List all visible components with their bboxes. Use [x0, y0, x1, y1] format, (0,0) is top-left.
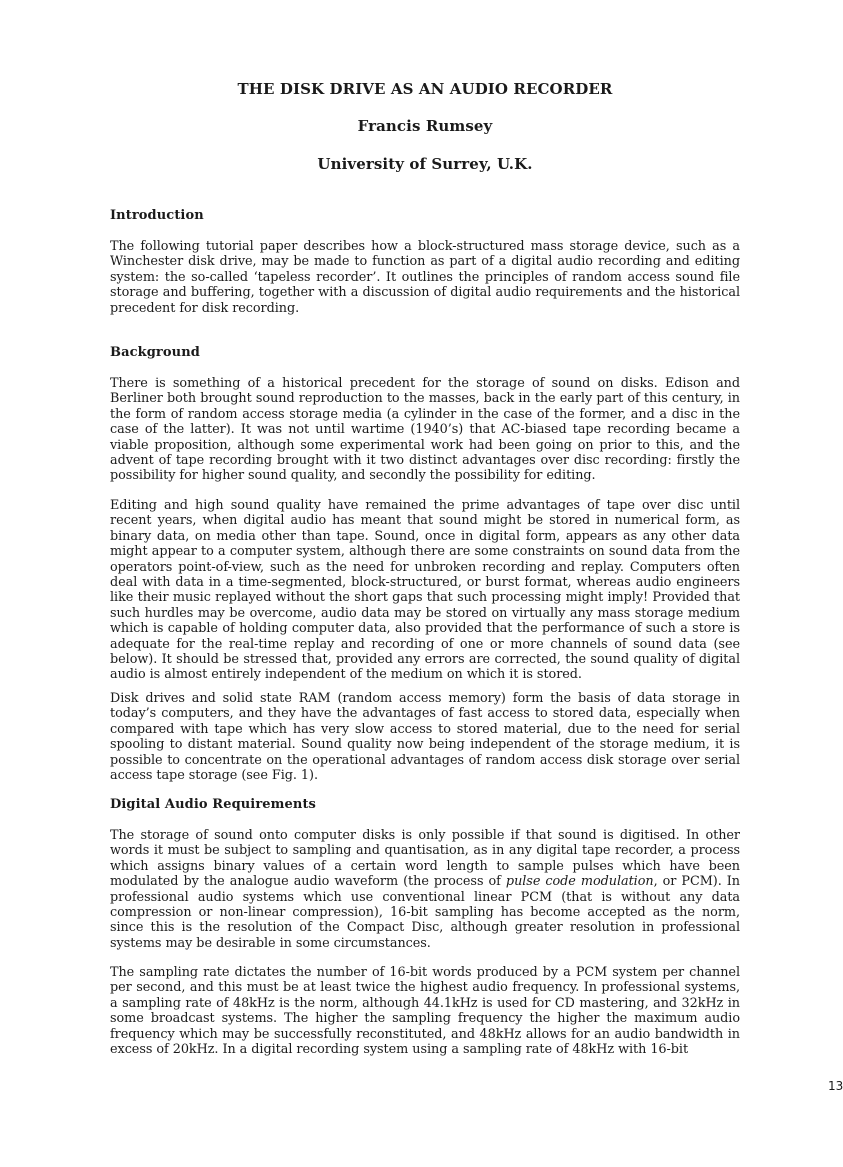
- paper-author: Francis Rumsey: [357, 117, 493, 135]
- section-heading-introduction: Introduction: [110, 208, 204, 223]
- paragraph-text-part: , or PCM). In professional audio systems which use conventional linear PCM (that is without any data compression or non-linear compression), 16-bit sampling has become accepted as the norm, since this is the resolution of the Compact Disc, although greater resolution in professional systems may be desirable in some circumstances.: [110, 874, 741, 951]
- paragraph-background-1: There is something of a historical precedent for the storage of sound on disks. Edison and Berliner both brought sound reproduction to the masses, back in the early part of this century, in the form of random access storage media (a cylinder in the case of the former, and a disc in the case of the latter). It was not until wartime (1940’s) that AC-biased tape recording became a viable proposition, although some experimental work had been going on prior to this, and the advent of tape recording brought with it two distinct advantages over disc recording: firstly the possibility for higher sound quality, and secondly the possibility for editing.: [110, 376, 740, 484]
- section-heading-background: Background: [110, 345, 200, 360]
- paragraph-background-3: Disk drives and solid state RAM (random access memory) form the basis of data storage in today’s computers, and they have the advantages of fast access to stored data, especially when compared with tape which has very slow access to stored material, due to the need for serial spooling to distant material. Sound quality now being independent of the storage medium, it is possible to concentrate on the operational advantages of random access disk storage over serial access tape storage (see Fig. 1).: [110, 691, 740, 784]
- paragraph-text-part: The storage of sound onto computer disks is only possible if that sound is digitised. In other words it must be subject to sampling and quantisation, as in any digital tape recorder, a process which assigns binary values of a certain word length to sample pulses which have been modulated by the analogue audio waveform (the process of: [110, 828, 740, 890]
- section-heading-digital-audio: Digital Audio Requirements: [110, 797, 316, 812]
- paper-title: THE DISK DRIVE AS AN AUDIO RECORDER: [237, 80, 613, 98]
- paper-affiliation: University of Surrey, U.K.: [317, 155, 533, 173]
- paragraph-introduction: The following tutorial paper describes how a block-structured mass storage device, such as a Winchester disk drive, may be made to function as part of a digital audio recording and editing system: the so-called ‘tapeless recorder’. It outlines the principles of random access sound file storage and buffering, together with a discussion of digital audio requirements and the historical precedent for disk recording.: [110, 239, 740, 316]
- paragraph-background-2: Editing and high sound quality have remained the prime advantages of tape over disc until recent years, when digital audio has meant that sound might be stored in numerical form, as binary data, on media other than tape. Sound, once in digital form, appears as any other data might appear to a computer system, although there are some constraints on sound data from the operators point-of-view, such as the need for unbroken recording and replay. Computers often deal with data in a time-segmented, block-structured, or burst format, whereas audio engineers like their music replayed without the short gaps that such processing might imply! Provided that such hurdles may be overcome, audio data may be stored on virtually any mass storage medium which is capable of holding computer data, also provided that the performance of such a store is adequate for the real-time replay and recording of one or more channels of sound data (see below). It should be stressed that, provided any errors are corrected, the sound quality of digital audio is almost entirely independent of the medium on which it is stored.: [110, 498, 740, 683]
- page-number: 13: [828, 1079, 843, 1093]
- paragraph-digital-audio-1: [110, 828, 740, 951]
- emphasis-term: pulse code modulation: [505, 874, 654, 890]
- paragraph-digital-audio-2: The sampling rate dictates the number of 16-bit words produced by a PCM system per channel per second, and this must be at least twice the highest audio frequency. In professional systems, a sampling rate of 48kHz is the norm, although 44.1kHz is used for CD mastering, and 32kHz in some broadcast systems. The higher the sampling frequency the higher the maximum audio frequency which may be successfully reconstituted, and 48kHz allows for an audio bandwidth in excess of 20kHz. In a digital recording system using a sampling rate of 48kHz with 16-bit: [110, 965, 740, 1058]
